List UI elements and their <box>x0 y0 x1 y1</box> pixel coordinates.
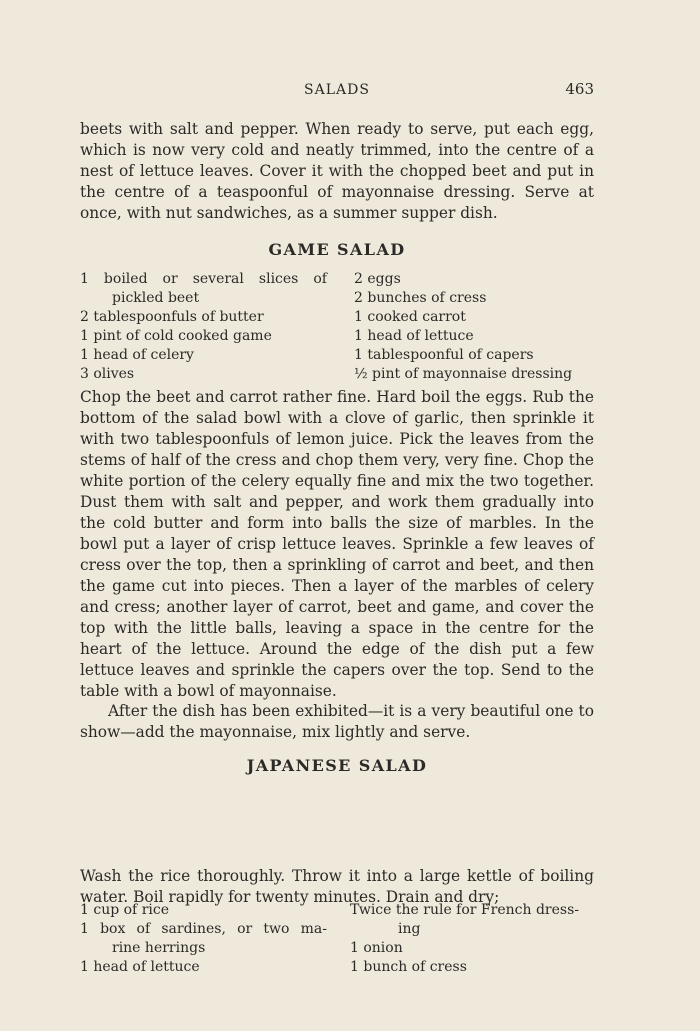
ingredient-item: Twice the rule for French dress- <box>350 902 579 918</box>
ingredient-item: 1 cooked carrot <box>354 309 466 325</box>
ingredient-item: 2 eggs <box>354 271 401 287</box>
ingredient-item: 1 head of celery <box>80 347 194 363</box>
ingredient-item: 2 bunches of cress <box>354 290 487 306</box>
japanese-salad-ingredients-left <box>80 901 327 977</box>
ingredient-item: ½ pint of mayonnaise dressing <box>354 366 573 382</box>
running-head-title: SALADS <box>304 82 370 98</box>
intro-paragraph: beets with salt and pepper. When ready to serve, put each egg, which is now very cold and neatly trimmed, into the centre of a nest of lettuce leaves. Cover it with the chopped beet and put in the centre of a teaspoonful of mayonnaise dressing. Serve at once, with nut sandwiches, as a summer supper dish. <box>80 120 594 222</box>
japanese-salad-paragraph: Wash the rice thoroughly. Throw it into a large kettle of boiling water. Boil rapidly for twenty minutes. Drain and dry; <box>80 867 594 906</box>
game-salad-paragraph-2: After the dish has been exhibited—it is a very beautiful one to show—add the mayonnaise, mix lightly and serve. <box>80 702 594 741</box>
ingredient-item: 1 cup of rice <box>80 902 169 918</box>
ingredient-item: 1 head of lettuce <box>80 959 200 975</box>
ingredient-item: 2 tablespoonfuls of butter <box>80 309 264 325</box>
ingredient-item: 1 tablespoonful of capers <box>354 347 534 363</box>
game-salad-ingredients-right <box>354 270 594 384</box>
japanese-salad-ingredients <box>80 901 594 979</box>
ingredient-item: ing <box>398 921 421 937</box>
running-head <box>80 80 594 102</box>
japanese-salad-heading: JAPANESE SALAD <box>246 756 428 775</box>
game-salad-heading: GAME SALAD <box>268 240 406 259</box>
ingredient-item: 3 olives <box>80 366 135 382</box>
ingredient-item: 1 onion <box>350 940 403 956</box>
ingredient-item: 1 head of lettuce <box>354 328 474 344</box>
ingredient-item: 1 boiled or several slices of <box>80 271 327 287</box>
ingredient-item: 1 bunch of cress <box>350 959 467 975</box>
game-salad-ingredients-left <box>80 270 327 384</box>
game-salad-paragraph-1: Chop the beet and carrot rather fine. Hard boil the eggs. Rub the bottom of the salad bowl with a clove of garlic, then sprinkle it with two tablespoonfuls of lemon juice. Pick the leaves from the stems of half of the cress and chop them very, very fine. Chop the white portion of the celery equally fine and mix the two together. Dust them with salt and pepper, and work them gradually into the cold butter and form into balls the size of marbles. In the bowl put a layer of crisp lettuce leaves. Sprinkle a few leaves of cress over the top, then a sprinkling of carrot and beet, and then the game cut into pieces. Then a layer of the marbles of celery and cress; another layer of carrot, beet and game, and cover the top with the little balls, leaving a space in the centre for the heart of the lettuce. Around the edge of the dish put a few lettuce leaves and sprinkle the capers over the top. Send to the table with a bowl of mayonnaise. <box>80 388 594 700</box>
ingredient-item: pickled beet <box>112 290 200 306</box>
japanese-salad-ingredients-right <box>350 901 594 977</box>
page-number: 463 <box>565 80 594 98</box>
ingredient-item: 1 box of sardines, or two ma- <box>80 921 327 937</box>
ingredient-item: 1 pint of cold cooked game <box>80 328 272 344</box>
ingredient-item: rine herrings <box>112 940 206 956</box>
game-salad-ingredients <box>80 270 594 385</box>
